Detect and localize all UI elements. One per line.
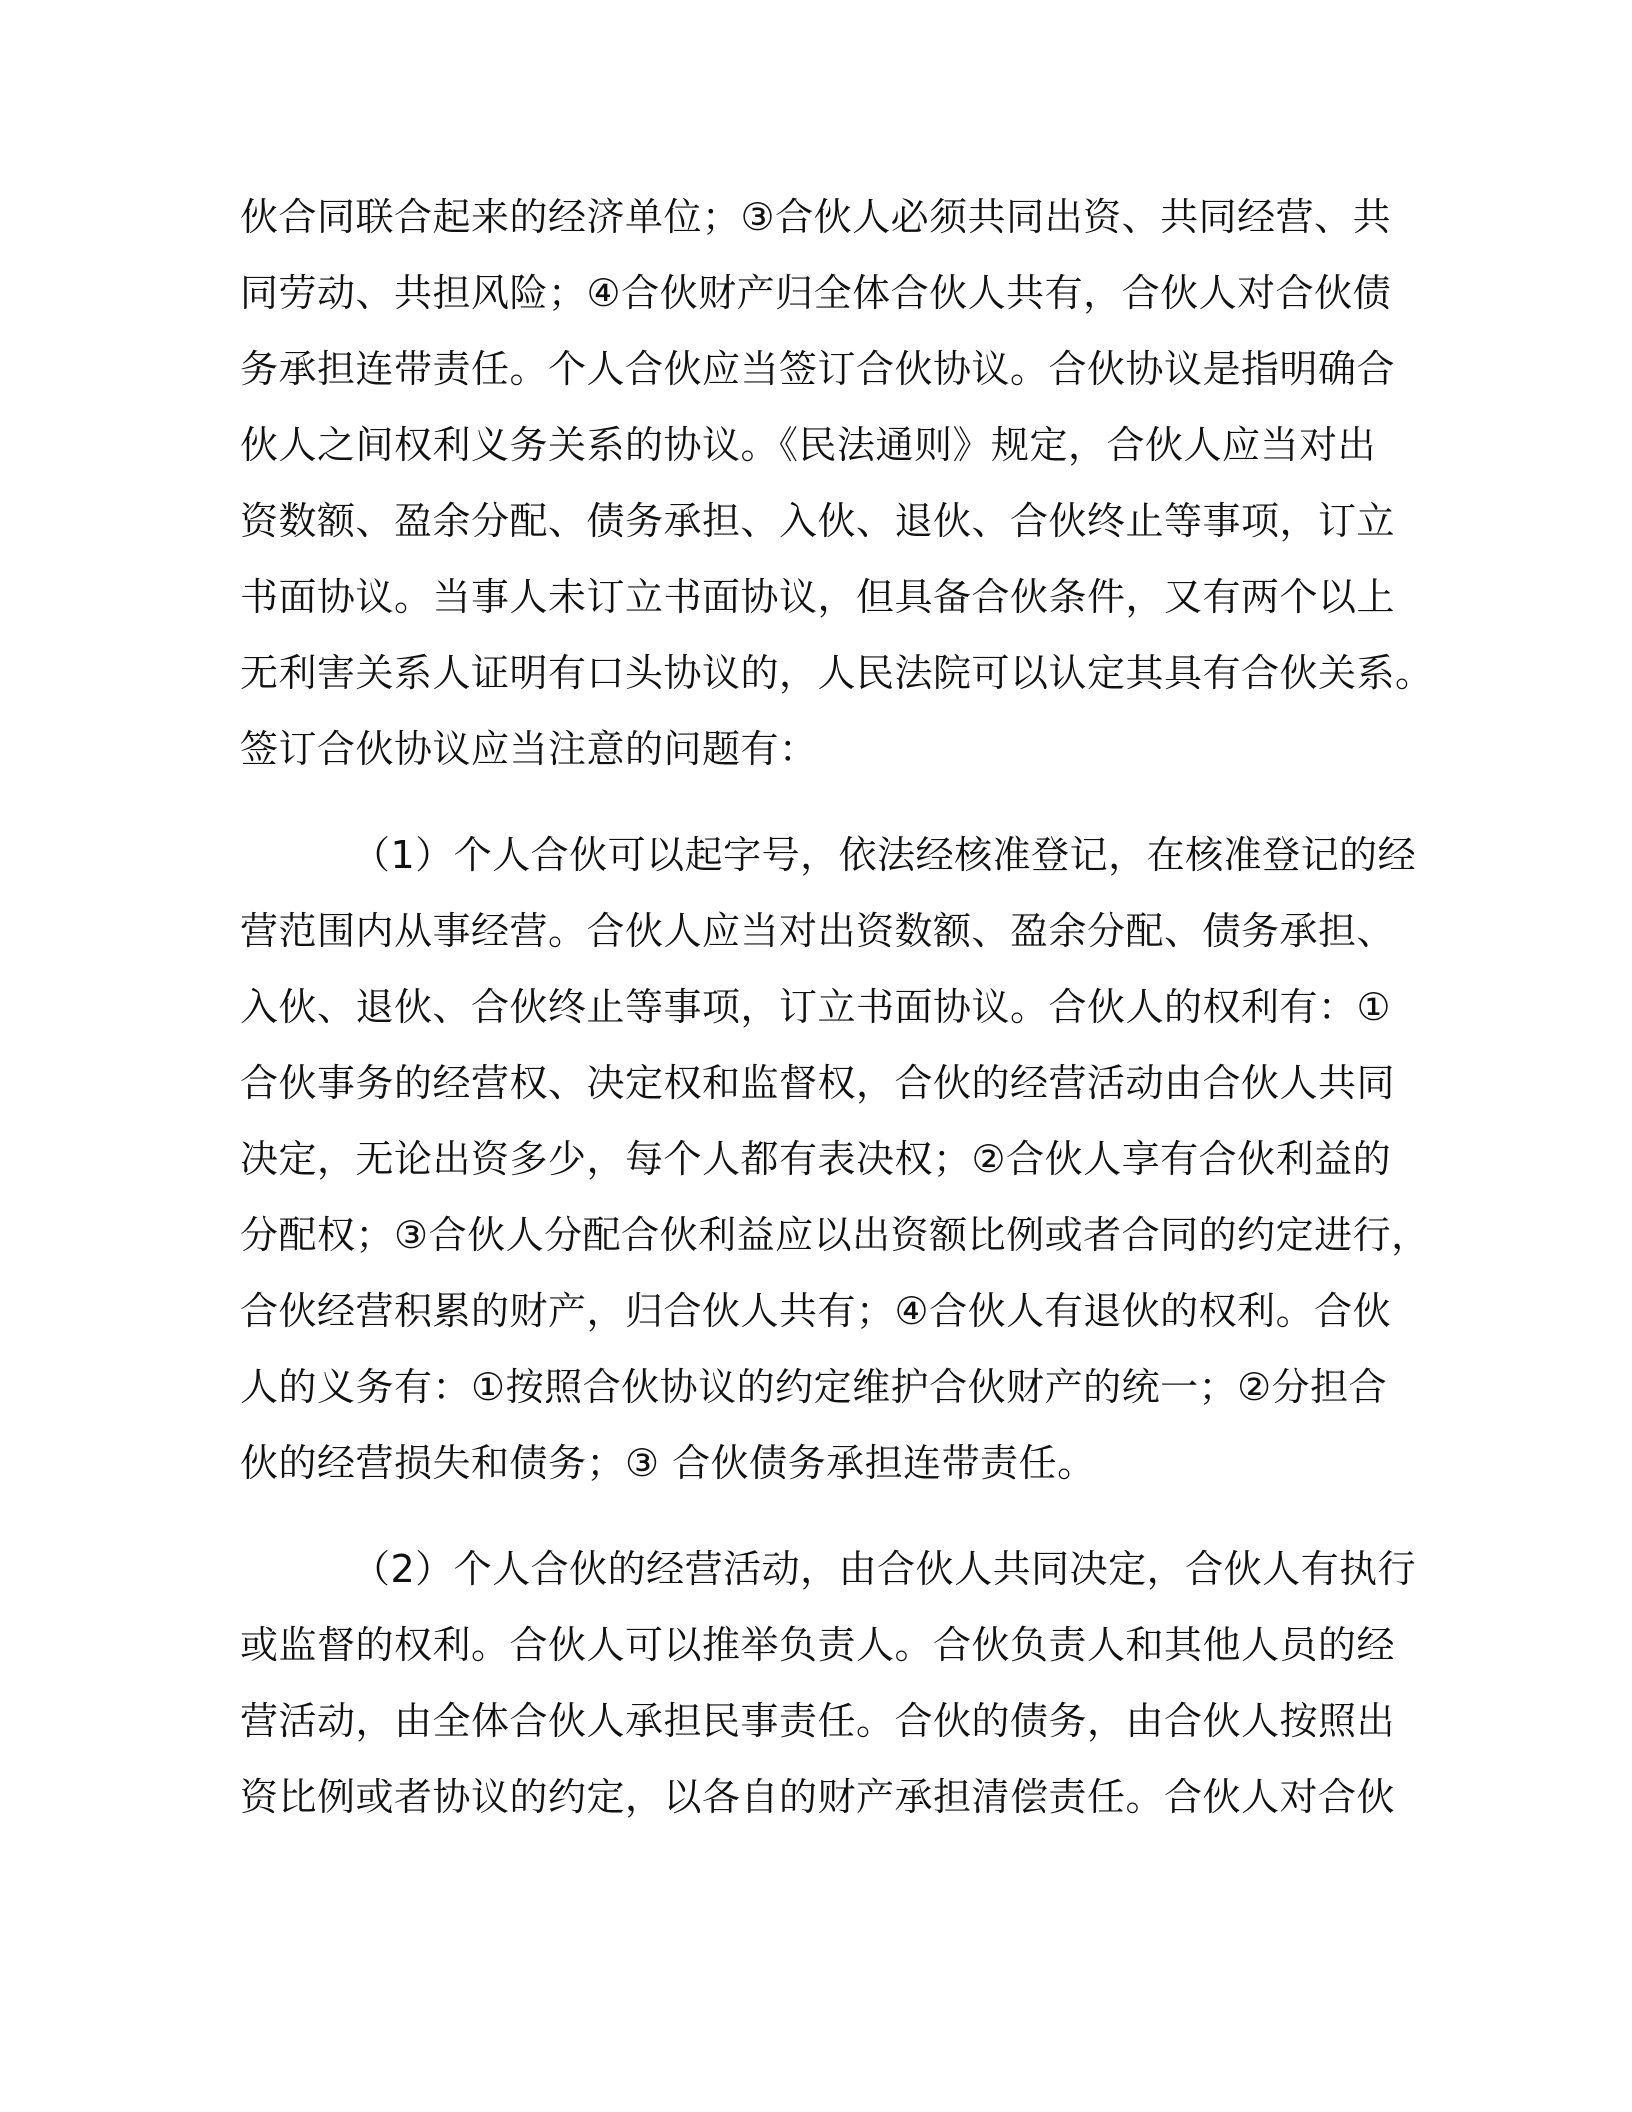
text-line: 资比例或者协议的约定，以各自的财产承担清偿责任。合伙人对合伙 [240, 1775, 1396, 1819]
text-line: 或监督的权利。合伙人可以推举负责人。合伙负责人和其他人员的经 [240, 1623, 1396, 1667]
text-line: 决定，无论出资多少，每个人都有表决权；②合伙人享有合伙利益的 [240, 1137, 1392, 1181]
text-line: 合伙经营积累的财产，归合伙人共有；④合伙人有退伙的权利。合伙 [240, 1289, 1392, 1333]
text-line: 无利害关系人证明有口头协议的，人民法院可以认定其具有合伙关系。 [240, 651, 1434, 695]
text-line: 签订合伙协议应当注意的问题有： [240, 727, 818, 771]
paragraph-2-first-line: （2）个人合伙的经营活动，由合伙人共同决定，合伙人有执行 [352, 1547, 1417, 1591]
text-line: 伙人之间权利义务关系的协议。《民法通则》规定，合伙人应当对出 [240, 423, 1377, 467]
text-line: 伙合同联合起来的经济单位；③合伙人必须共同出资、共同经营、共 [240, 195, 1392, 239]
text-line: 分配权；③合伙人分配合伙利益应以出资额比例或者合同的约定进行， [240, 1213, 1430, 1257]
text-line: 伙的经营损失和债务；③ 合伙债务承担连带责任。 [240, 1441, 1096, 1485]
text-line: 入伙、退伙、合伙终止等事项，订立书面协议。合伙人的权利有：① [240, 985, 1392, 1029]
text-line: 营范围内从事经营。合伙人应当对出资数额、盈余分配、债务承担、 [240, 909, 1396, 953]
text-line: 务承担连带责任。个人合伙应当签订合伙协议。合伙协议是指明确合 [240, 347, 1396, 391]
text-line: 人的义务有：①按照合伙协议的约定维护合伙财产的统一；②分担合 [240, 1365, 1388, 1409]
text-line: 资数额、盈余分配、债务承担、入伙、退伙、合伙终止等事项，订立 [240, 499, 1396, 543]
text-line: 合伙事务的经营权、决定权和监督权，合伙的经营活动由合伙人共同 [240, 1061, 1396, 1105]
text-line: 营活动，由全体合伙人承担民事责任。合伙的债务，由合伙人按照出 [240, 1699, 1396, 1743]
text-line: 书面协议。当事人未订立书面协议，但具备合伙条件，又有两个以上 [240, 575, 1396, 619]
paragraph-1-first-line: （1）个人合伙可以起字号，依法经核准登记，在核准登记的经 [352, 833, 1417, 877]
text-line: 同劳动、共担风险；④合伙财产归全体合伙人共有，合伙人对合伙债 [240, 271, 1392, 315]
